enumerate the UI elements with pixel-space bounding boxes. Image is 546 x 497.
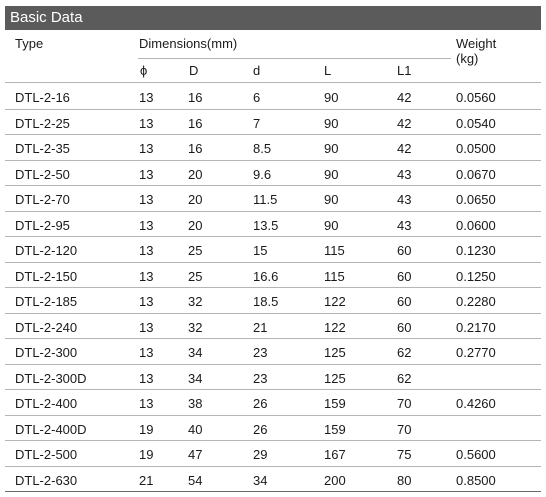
section-title: Basic Data: [5, 6, 541, 30]
cell-d: 26: [253, 396, 268, 411]
cell-l: 90: [324, 90, 339, 105]
cell-l: 115: [324, 268, 345, 284]
header-D: D: [189, 63, 199, 78]
cell-type: DTL-2-120: [15, 243, 78, 258]
cell-d: 20: [188, 217, 203, 233]
cell-d: 21: [253, 319, 268, 335]
cell-type: DTL-2-300: [15, 345, 78, 360]
cell-type: DTL-2-16: [15, 90, 70, 105]
cell-phi: 13: [139, 217, 154, 233]
cell-d: 11.5: [253, 192, 278, 207]
cell-d: 16.6: [253, 268, 279, 284]
cell-d: 15: [253, 243, 268, 258]
cell-phi: 13: [139, 243, 154, 258]
cell-phi: 13: [139, 115, 154, 131]
cell-l1: 43: [397, 166, 412, 182]
cell-type: DTL-2-400D: [15, 421, 87, 437]
cell-l1: 60: [397, 268, 412, 284]
table-bottom-border: [5, 491, 541, 492]
cell-weight: 0.0600: [456, 217, 496, 233]
cell-d: 54: [188, 472, 203, 488]
cell-d: 13.5: [253, 217, 279, 233]
cell-phi: 13: [139, 166, 154, 182]
cell-phi: 13: [139, 268, 154, 284]
cell-weight: 0.0670: [456, 166, 496, 182]
cell-weight: 0.0540: [456, 115, 496, 131]
cell-d: 20: [188, 166, 203, 182]
cell-d: 34: [188, 345, 203, 360]
cell-d: 8.5: [253, 141, 272, 156]
cell-type: DTL-2-70: [15, 192, 70, 207]
cell-d: 16: [188, 115, 203, 131]
header-phi: ϕ: [140, 63, 148, 78]
dimensions-divider: [138, 58, 451, 59]
cell-l1: 42: [397, 90, 412, 105]
cell-d: 32: [188, 294, 203, 309]
cell-phi: 13: [139, 141, 154, 156]
cell-l: 90: [324, 141, 339, 156]
cell-type: DTL-2-95: [15, 217, 70, 233]
header-weight-unit: (kg): [456, 51, 479, 66]
cell-l: 122: [324, 319, 346, 335]
cell-type: DTL-2-50: [15, 166, 70, 182]
cell-l1: 60: [397, 319, 412, 335]
cell-phi: 13: [139, 90, 154, 105]
cell-phi: 13: [139, 192, 154, 207]
header-L1: L1: [397, 63, 412, 78]
cell-l: 90: [324, 166, 339, 182]
cell-type: DTL-2-240: [15, 319, 78, 335]
cell-l: 90: [324, 192, 339, 207]
cell-l1: 62: [397, 370, 412, 386]
cell-weight: 0.8500: [456, 472, 496, 488]
cell-l: 167: [324, 447, 346, 462]
cell-l: 90: [324, 217, 339, 233]
cell-l1: 60: [397, 294, 412, 309]
cell-l1: 80: [397, 472, 412, 488]
cell-weight: 0.1230: [456, 243, 496, 258]
cell-type: DTL-2-25: [15, 115, 70, 131]
cell-d: 6: [253, 90, 261, 105]
cell-phi: 13: [139, 294, 154, 309]
cell-weight: 0.0650: [456, 192, 496, 207]
cell-d: 38: [188, 396, 203, 411]
cell-phi: 13: [139, 396, 154, 411]
cell-phi: 13: [139, 370, 154, 386]
cell-phi: 13: [139, 345, 154, 360]
cell-d: 23: [253, 370, 268, 386]
header-L: L: [324, 63, 332, 78]
cell-d: 34: [188, 370, 203, 386]
cell-l1: 42: [397, 141, 412, 156]
cell-d: 18.5: [253, 294, 279, 309]
cell-weight: 0.2770: [456, 345, 496, 360]
cell-l: 122: [324, 294, 346, 309]
cell-phi: 19: [139, 421, 154, 437]
header-dimensions: Dimensions(mm): [139, 36, 238, 51]
cell-l1: 42: [397, 115, 412, 131]
cell-weight: 0.0560: [456, 90, 496, 105]
cell-d: 32: [188, 319, 203, 335]
cell-d: 34: [253, 472, 268, 488]
cell-weight: 0.2280: [456, 294, 496, 309]
cell-weight: 0.1250: [456, 268, 496, 284]
cell-d: 25: [188, 268, 203, 284]
cell-type: DTL-2-185: [15, 294, 78, 309]
cell-weight: 0.2170: [456, 319, 496, 335]
cell-d: 16: [188, 141, 203, 156]
cell-type: DTL-2-630: [15, 472, 78, 488]
cell-l1: 70: [397, 396, 412, 411]
cell-d: 40: [188, 421, 203, 437]
cell-type: DTL-2-500: [15, 447, 78, 462]
header-weight: Weight: [456, 36, 497, 51]
cell-phi: 21: [139, 472, 154, 488]
cell-l1: 70: [397, 421, 412, 437]
cell-d: 7: [253, 115, 261, 131]
cell-weight: 0.5600: [456, 447, 496, 462]
cell-weight: 0.4260: [456, 396, 496, 411]
cell-type: DTL-2-400: [15, 396, 78, 411]
cell-l1: 43: [397, 192, 412, 207]
cell-l: 200: [324, 472, 346, 488]
cell-d: 25: [188, 243, 203, 258]
cell-type: DTL-2-35: [15, 141, 70, 156]
cell-type: DTL-2-300D: [15, 370, 87, 386]
header-d: d: [253, 63, 261, 78]
cell-l1: 75: [397, 447, 412, 462]
cell-d: 20: [188, 192, 203, 207]
cell-d: 9.6: [253, 166, 272, 182]
cell-l: 159: [324, 421, 346, 437]
cell-l: 90: [324, 115, 339, 131]
cell-l: 125: [324, 370, 346, 386]
cell-l: 125: [324, 345, 346, 360]
cell-l: 115: [324, 243, 345, 258]
cell-phi: 19: [139, 447, 154, 462]
cell-d: 26: [253, 421, 268, 437]
cell-d: 23: [253, 345, 268, 360]
cell-l1: 62: [397, 345, 412, 360]
header-type: Type: [15, 36, 44, 51]
cell-phi: 13: [139, 319, 154, 335]
cell-type: DTL-2-150: [15, 268, 78, 284]
cell-l1: 60: [397, 243, 412, 258]
cell-l: 159: [324, 396, 346, 411]
cell-l1: 43: [397, 217, 412, 233]
cell-d: 47: [188, 447, 203, 462]
cell-d: 29: [253, 447, 268, 462]
cell-d: 16: [188, 90, 203, 105]
cell-weight: 0.0500: [456, 141, 496, 156]
